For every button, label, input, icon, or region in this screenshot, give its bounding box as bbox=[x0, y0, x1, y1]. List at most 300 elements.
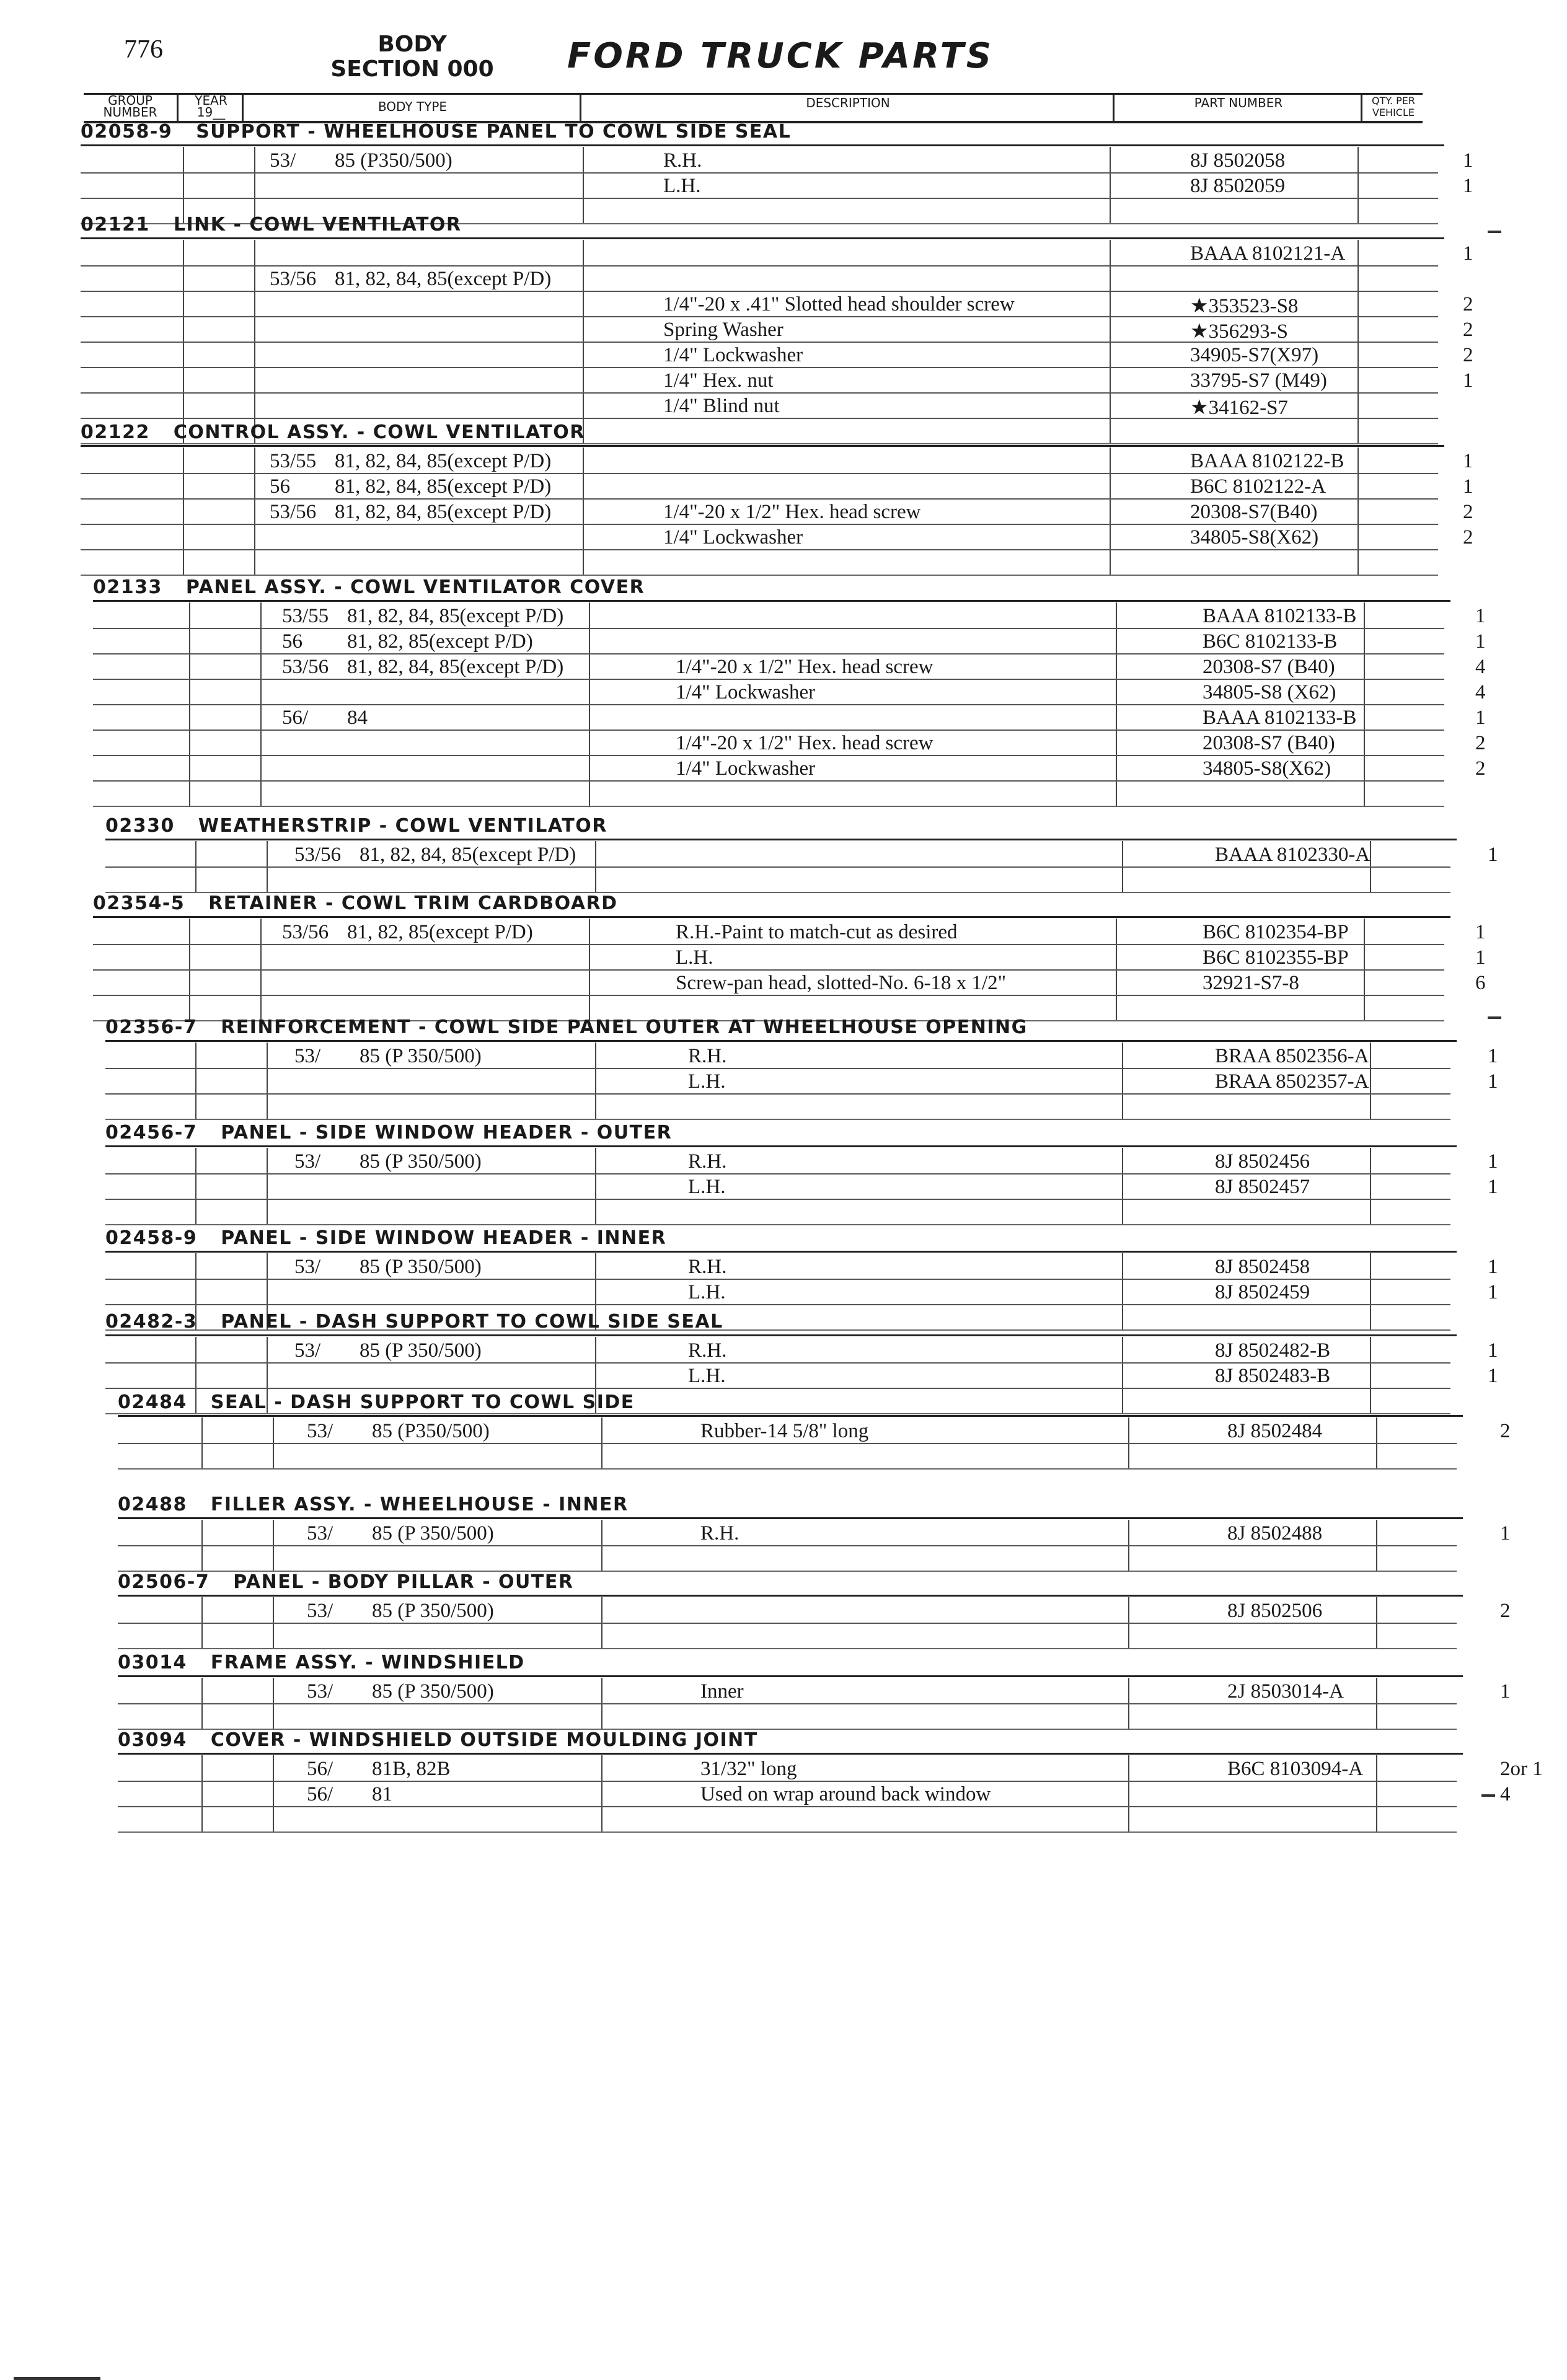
part-number-cell: BAAA 8102133-B bbox=[1203, 605, 1357, 627]
description-cell: L.H. bbox=[688, 1070, 726, 1093]
group-rule bbox=[105, 1145, 1457, 1147]
description-cell: R.H.-Paint to match-cut as desired bbox=[676, 921, 958, 943]
part-number-cell: B6C 8102355-BP bbox=[1203, 946, 1349, 969]
body-type-cell: 81B, 82B bbox=[372, 1758, 451, 1780]
year-cell: 56 bbox=[270, 475, 290, 498]
group-heading bbox=[81, 421, 585, 443]
group-heading bbox=[81, 121, 791, 143]
table-row bbox=[167, 732, 1531, 758]
group-heading bbox=[93, 576, 645, 598]
header-part-number: PART NUMBER bbox=[1113, 95, 1362, 121]
row-rule bbox=[81, 265, 1438, 267]
table-row bbox=[155, 268, 1519, 294]
qty-cell: 1 bbox=[1463, 242, 1473, 265]
column-header-row bbox=[84, 93, 1423, 123]
group-heading bbox=[93, 892, 618, 914]
group-number: 02354-5 bbox=[93, 892, 185, 914]
description-cell: Inner bbox=[700, 1680, 744, 1703]
group-rule bbox=[81, 237, 1444, 239]
group-title: PANEL - SIDE WINDOW HEADER - INNER bbox=[221, 1227, 667, 1249]
blank-row-rule bbox=[105, 1224, 1450, 1225]
body-type-cell: 85 (P 350/500) bbox=[360, 1339, 482, 1362]
row-rule bbox=[105, 1173, 1450, 1175]
table-row bbox=[167, 681, 1531, 707]
qty-cell: 1 bbox=[1500, 1680, 1511, 1703]
qty-cell: 4 bbox=[1500, 1783, 1511, 1805]
description-cell: R.H. bbox=[688, 1150, 727, 1173]
year-cell: 56/ bbox=[307, 1783, 333, 1805]
description-cell: 1/4" Hex. nut bbox=[663, 369, 774, 392]
group-heading bbox=[118, 1729, 758, 1751]
group-heading bbox=[105, 1122, 672, 1144]
table-row bbox=[167, 757, 1531, 783]
page-title: FORD TRUCK PARTS bbox=[567, 36, 994, 76]
body-type-cell: 81, 82, 84, 85(except P/D) bbox=[360, 844, 576, 866]
header-description: DESCRIPTION bbox=[580, 95, 1115, 121]
year-cell: 53/ bbox=[307, 1522, 333, 1545]
qty-cell: 2or 1 bbox=[1500, 1758, 1543, 1780]
year-cell: 56 bbox=[282, 630, 302, 653]
part-number-cell: 8J 8502058 bbox=[1190, 149, 1286, 172]
row-rule bbox=[118, 1781, 1457, 1782]
body-type-cell: 85 (P350/500) bbox=[335, 149, 452, 172]
table-row bbox=[167, 946, 1531, 972]
table-row bbox=[167, 921, 1531, 947]
part-number-cell: 2J 8503014-A bbox=[1227, 1680, 1344, 1703]
blank-row-rule bbox=[118, 1831, 1457, 1833]
group-number: 02058-9 bbox=[81, 121, 173, 143]
group-title: PANEL - DASH SUPPORT TO COWL SIDE SEAL bbox=[221, 1311, 723, 1333]
group-rule bbox=[118, 1517, 1463, 1519]
blank-row-rule bbox=[118, 1648, 1457, 1649]
qty-cell: 1 bbox=[1488, 1176, 1498, 1198]
body-type-cell: 81, 82, 85(except P/D) bbox=[347, 921, 533, 943]
group-heading bbox=[105, 1016, 1028, 1038]
year-cell: 53/ bbox=[307, 1600, 333, 1622]
group-number: 02122 bbox=[81, 421, 150, 443]
description-cell: L.H. bbox=[688, 1176, 726, 1198]
group-title: CONTROL ASSY. - COWL VENTILATOR bbox=[173, 421, 585, 443]
row-rule bbox=[105, 1068, 1450, 1069]
body-type-cell: 85 (P 350/500) bbox=[372, 1680, 494, 1703]
row-rule bbox=[105, 1362, 1450, 1364]
row-rule bbox=[81, 418, 1438, 419]
row-rule bbox=[105, 1093, 1450, 1095]
part-number-cell: 8J 8502482-B bbox=[1215, 1339, 1331, 1362]
group-number: 02488 bbox=[118, 1494, 187, 1515]
header-year: YEAR 19__ bbox=[177, 95, 244, 121]
description-cell: 1/4"-20 x 1/2" Hex. head screw bbox=[676, 656, 934, 678]
row-rule bbox=[105, 866, 1450, 868]
qty-cell: 1 bbox=[1463, 450, 1473, 472]
qty-cell: 2 bbox=[1463, 501, 1473, 523]
row-rule bbox=[93, 704, 1444, 705]
body-type-cell: 81, 82, 84, 85(except P/D) bbox=[335, 268, 552, 290]
description-cell: 1/4" Lockwasher bbox=[676, 757, 816, 780]
body-type-cell: 81, 82, 84, 85(except P/D) bbox=[347, 656, 564, 678]
description-cell: 1/4" Lockwasher bbox=[663, 344, 803, 366]
qty-cell: 4 bbox=[1475, 681, 1486, 703]
group-rule bbox=[105, 1251, 1457, 1253]
part-number-cell: 33795-S7 (M49) bbox=[1190, 369, 1327, 392]
group-title: RETAINER - COWL TRIM CARDBOARD bbox=[208, 892, 618, 914]
table-row bbox=[180, 844, 1543, 870]
table-row bbox=[192, 1522, 1556, 1548]
qty-cell: 1 bbox=[1488, 1045, 1498, 1067]
group-number: 02484 bbox=[118, 1391, 187, 1413]
row-rule bbox=[81, 392, 1438, 394]
group-number: 02506-7 bbox=[118, 1571, 210, 1593]
qty-cell: 2 bbox=[1500, 1420, 1511, 1442]
table-row bbox=[180, 1339, 1543, 1365]
table-row bbox=[155, 395, 1519, 421]
group-number: 02482-3 bbox=[105, 1311, 198, 1333]
table-row bbox=[192, 1680, 1556, 1706]
group-rule bbox=[81, 445, 1444, 447]
table-row bbox=[155, 293, 1519, 319]
year-cell: 53/ bbox=[294, 1150, 321, 1173]
row-rule bbox=[93, 969, 1444, 971]
row-rule bbox=[118, 1703, 1457, 1704]
group-heading bbox=[118, 1571, 573, 1593]
group-rule bbox=[81, 144, 1444, 146]
header-qty: QTY. PER VEHICLE bbox=[1361, 95, 1424, 121]
part-number-cell: ★353523-S8 bbox=[1190, 295, 1299, 317]
table-row bbox=[167, 656, 1531, 682]
qty-cell: 1 bbox=[1488, 844, 1498, 866]
page-number: 776 bbox=[124, 35, 163, 64]
table-row bbox=[155, 526, 1519, 552]
margin-tick bbox=[1488, 1016, 1501, 1019]
section-label-line1: BODY bbox=[377, 32, 447, 57]
part-number-cell: 34805-S8(X62) bbox=[1190, 526, 1319, 549]
description-cell: L.H. bbox=[676, 946, 713, 969]
part-number-cell: BRAA 8502357-A bbox=[1215, 1070, 1369, 1093]
qty-cell: 1 bbox=[1475, 946, 1486, 969]
table-row bbox=[192, 1420, 1556, 1446]
description-cell: 31/32" long bbox=[700, 1758, 797, 1780]
group-title: PANEL - SIDE WINDOW HEADER - OUTER bbox=[221, 1122, 673, 1144]
description-cell: R.H. bbox=[688, 1045, 727, 1067]
description-cell: L.H. bbox=[688, 1365, 726, 1387]
row-rule bbox=[93, 780, 1444, 782]
description-cell: R.H. bbox=[700, 1522, 739, 1545]
table-row bbox=[155, 319, 1519, 345]
table-row bbox=[167, 605, 1531, 631]
part-number-cell: 8J 8502059 bbox=[1190, 175, 1286, 197]
qty-cell: 1 bbox=[1463, 475, 1473, 498]
row-rule bbox=[118, 1443, 1457, 1444]
year-cell: 56/ bbox=[307, 1758, 333, 1780]
row-rule bbox=[81, 198, 1438, 199]
row-rule bbox=[105, 1388, 1450, 1389]
body-type-cell: 81, 82, 85(except P/D) bbox=[347, 630, 533, 653]
row-rule bbox=[105, 1304, 1450, 1305]
group-rule bbox=[118, 1753, 1463, 1755]
table-row bbox=[180, 1176, 1543, 1202]
qty-cell: 1 bbox=[1488, 1365, 1498, 1387]
year-cell: 53/ bbox=[307, 1680, 333, 1703]
row-rule bbox=[118, 1806, 1457, 1807]
description-cell: 1/4" Lockwasher bbox=[676, 681, 816, 703]
blank-row-rule bbox=[105, 1413, 1450, 1414]
row-rule bbox=[81, 473, 1438, 474]
table-row bbox=[192, 1758, 1556, 1784]
table-row bbox=[155, 344, 1519, 370]
row-rule bbox=[81, 524, 1438, 525]
body-type-cell: 85 (P 350/500) bbox=[360, 1256, 482, 1278]
part-number-cell: 8J 8502456 bbox=[1215, 1150, 1310, 1173]
year-cell: 53/55 bbox=[270, 450, 317, 472]
qty-cell: 1 bbox=[1475, 707, 1486, 729]
qty-cell: 1 bbox=[1463, 149, 1473, 172]
group-title: FRAME ASSY. - WINDSHIELD bbox=[210, 1652, 525, 1673]
group-heading bbox=[118, 1391, 635, 1413]
row-rule bbox=[93, 995, 1444, 996]
group-number: 02356-7 bbox=[105, 1016, 198, 1038]
group-title: SEAL - DASH SUPPORT TO COWL SIDE bbox=[210, 1391, 635, 1413]
year-cell: 56/ bbox=[282, 707, 309, 729]
qty-cell: 2 bbox=[1463, 526, 1473, 549]
group-heading bbox=[118, 1652, 525, 1673]
group-number: 02133 bbox=[93, 576, 162, 598]
part-number-cell: 8J 8502506 bbox=[1227, 1600, 1323, 1622]
qty-cell: 2 bbox=[1463, 319, 1473, 341]
group-rule bbox=[118, 1415, 1463, 1417]
description-cell: R.H. bbox=[688, 1339, 727, 1362]
group-title: SUPPORT - WHEELHOUSE PANEL TO COWL SIDE SEAL bbox=[196, 121, 792, 143]
table-row bbox=[167, 972, 1531, 998]
group-rule bbox=[118, 1675, 1463, 1677]
year-cell: 53/ bbox=[307, 1420, 333, 1442]
group-number: 02330 bbox=[105, 815, 175, 837]
description-cell: Rubber-14 5/8" long bbox=[700, 1420, 869, 1442]
part-number-cell: 8J 8502488 bbox=[1227, 1522, 1323, 1545]
year-cell: 53/ bbox=[270, 149, 296, 172]
margin-stroke bbox=[14, 2377, 100, 2380]
row-rule bbox=[81, 316, 1438, 317]
part-number-cell: 8J 8502458 bbox=[1215, 1256, 1310, 1278]
body-type-cell: 81, 82, 84, 85(except P/D) bbox=[335, 450, 552, 472]
description-cell: Screw-pan head, slotted-No. 6-18 x 1/2" bbox=[676, 972, 1007, 994]
group-rule bbox=[93, 600, 1450, 602]
group-number: 02458-9 bbox=[105, 1227, 198, 1249]
table-row bbox=[167, 630, 1531, 656]
body-type-cell: 84 bbox=[347, 707, 368, 729]
qty-cell: 1 bbox=[1475, 921, 1486, 943]
qty-cell: 1 bbox=[1500, 1522, 1511, 1545]
description-cell: Used on wrap around back window bbox=[700, 1783, 991, 1805]
qty-cell: 1 bbox=[1475, 605, 1486, 627]
part-number-cell: 8J 8502483-B bbox=[1215, 1365, 1331, 1387]
qty-cell: 1 bbox=[1488, 1070, 1498, 1093]
group-number: 03014 bbox=[118, 1652, 187, 1673]
part-number-cell: 34805-S8(X62) bbox=[1203, 757, 1331, 780]
row-rule bbox=[93, 729, 1444, 731]
group-heading bbox=[105, 815, 607, 837]
group-title: FILLER ASSY. - WHEELHOUSE - INNER bbox=[210, 1494, 629, 1515]
table-row bbox=[155, 475, 1519, 501]
part-number-cell: BAAA 8102133-B bbox=[1203, 707, 1357, 729]
body-type-cell: 85 (P350/500) bbox=[372, 1420, 490, 1442]
table-row bbox=[155, 501, 1519, 527]
table-row bbox=[180, 1365, 1543, 1391]
group-rule bbox=[105, 1040, 1457, 1042]
part-number-cell: ★356293-S bbox=[1190, 320, 1288, 343]
body-type-cell: 81, 82, 84, 85(except P/D) bbox=[347, 605, 564, 627]
part-number-cell: B6C 8102133-B bbox=[1203, 630, 1338, 653]
group-heading bbox=[105, 1227, 666, 1249]
description-cell: L.H. bbox=[688, 1281, 726, 1303]
part-number-cell: 34805-S8 (X62) bbox=[1203, 681, 1336, 703]
body-type-cell: 85 (P 350/500) bbox=[372, 1600, 494, 1622]
row-rule bbox=[81, 172, 1438, 174]
body-type-cell: 81, 82, 84, 85(except P/D) bbox=[335, 501, 552, 523]
description-cell: Spring Washer bbox=[663, 319, 784, 341]
part-number-cell: 32921-S7-8 bbox=[1203, 972, 1299, 994]
part-number-cell: 20308-S7 (B40) bbox=[1203, 656, 1335, 678]
year-cell: 53/56 bbox=[294, 844, 342, 866]
row-rule bbox=[81, 498, 1438, 500]
part-number-cell: ★34162-S7 bbox=[1190, 397, 1288, 419]
description-cell: 1/4" Blind nut bbox=[663, 395, 780, 417]
description-cell: 1/4"-20 x 1/2" Hex. head screw bbox=[663, 501, 921, 523]
part-number-cell: BRAA 8502356-A bbox=[1215, 1045, 1369, 1067]
qty-cell: 1 bbox=[1488, 1339, 1498, 1362]
group-number: 03094 bbox=[118, 1729, 187, 1751]
qty-cell: 2 bbox=[1475, 732, 1486, 754]
row-rule bbox=[81, 549, 1438, 550]
year-cell: 53/56 bbox=[282, 921, 329, 943]
table-row bbox=[155, 242, 1519, 268]
row-rule bbox=[93, 679, 1444, 680]
table-row bbox=[167, 707, 1531, 733]
group-number: 02121 bbox=[81, 214, 150, 236]
body-type-cell: 85 (P 350/500) bbox=[360, 1150, 482, 1173]
part-number-cell: B6C 8102122-A bbox=[1190, 475, 1326, 498]
qty-cell: 2 bbox=[1463, 344, 1473, 366]
qty-cell: 1 bbox=[1463, 175, 1473, 197]
row-rule bbox=[93, 755, 1444, 756]
group-rule bbox=[93, 916, 1450, 918]
group-heading bbox=[118, 1494, 629, 1515]
part-number-cell: 20308-S7 (B40) bbox=[1203, 732, 1335, 754]
description-cell: L.H. bbox=[663, 175, 701, 197]
part-number-cell: B6C 8102354-BP bbox=[1203, 921, 1349, 943]
year-cell: 53/56 bbox=[282, 656, 329, 678]
blank-row-rule bbox=[118, 1468, 1457, 1470]
qty-cell: 1 bbox=[1463, 369, 1473, 392]
qty-cell: 1 bbox=[1488, 1150, 1498, 1173]
table-row bbox=[180, 1281, 1543, 1307]
table-row bbox=[192, 1783, 1556, 1809]
year-cell: 53/ bbox=[294, 1339, 321, 1362]
part-number-cell: 8J 8502457 bbox=[1215, 1176, 1310, 1198]
row-rule bbox=[105, 1279, 1450, 1280]
table-row bbox=[180, 1150, 1543, 1176]
description-cell: R.H. bbox=[688, 1256, 727, 1278]
row-rule bbox=[81, 342, 1438, 343]
group-rule bbox=[118, 1595, 1463, 1597]
group-title: COVER - WINDSHIELD OUTSIDE MOULDING JOINT bbox=[210, 1729, 758, 1751]
group-rule bbox=[105, 839, 1457, 840]
blank-row-rule bbox=[93, 806, 1444, 807]
table-row bbox=[155, 149, 1519, 175]
table-row bbox=[192, 1600, 1556, 1626]
description-cell: 1/4"-20 x .41" Slotted head shoulder screw bbox=[663, 293, 1015, 315]
part-number-cell: 8J 8502459 bbox=[1215, 1281, 1310, 1303]
row-rule bbox=[81, 367, 1438, 368]
part-number-cell: B6C 8103094-A bbox=[1227, 1758, 1364, 1780]
qty-cell: 6 bbox=[1475, 972, 1486, 994]
margin-tick bbox=[1488, 231, 1501, 233]
row-rule bbox=[118, 1623, 1457, 1624]
blank-row-rule bbox=[81, 443, 1438, 444]
group-rule bbox=[105, 1334, 1457, 1336]
group-title: WEATHERSTRIP - COWL VENTILATOR bbox=[198, 815, 607, 837]
row-rule bbox=[93, 944, 1444, 945]
qty-cell: 2 bbox=[1463, 293, 1473, 315]
part-number-cell: 34905-S7(X97) bbox=[1190, 344, 1319, 366]
blank-row-rule bbox=[81, 575, 1438, 576]
body-type-cell: 85 (P 350/500) bbox=[372, 1522, 494, 1545]
year-cell: 53/55 bbox=[282, 605, 329, 627]
body-type-cell: 81, 82, 84, 85(except P/D) bbox=[335, 475, 552, 498]
body-type-cell: 85 (P 350/500) bbox=[360, 1045, 482, 1067]
qty-cell: 4 bbox=[1475, 656, 1486, 678]
qty-cell: 1 bbox=[1488, 1256, 1498, 1278]
description-cell: 1/4"-20 x 1/2" Hex. head screw bbox=[676, 732, 934, 754]
year-cell: 53/56 bbox=[270, 501, 317, 523]
body-type-cell: 81 bbox=[372, 1783, 392, 1805]
table-row bbox=[180, 1070, 1543, 1096]
group-heading bbox=[105, 1311, 723, 1333]
year-cell: 53/56 bbox=[270, 268, 317, 290]
group-heading bbox=[81, 214, 462, 236]
description-cell: R.H. bbox=[663, 149, 702, 172]
table-row bbox=[155, 450, 1519, 476]
group-title: LINK - COWL VENTILATOR bbox=[173, 214, 462, 236]
table-row bbox=[155, 369, 1519, 395]
part-number-cell: 8J 8502484 bbox=[1227, 1420, 1323, 1442]
part-number-cell: 20308-S7(B40) bbox=[1190, 501, 1318, 523]
row-rule bbox=[105, 1199, 1450, 1200]
section-label bbox=[319, 32, 505, 82]
group-number: 02456-7 bbox=[105, 1122, 198, 1144]
row-rule bbox=[93, 653, 1444, 654]
qty-cell: 1 bbox=[1488, 1281, 1498, 1303]
margin-tick bbox=[1481, 1794, 1495, 1797]
row-rule bbox=[81, 291, 1438, 292]
group-title: PANEL - BODY PILLAR - OUTER bbox=[233, 1571, 574, 1593]
part-number-cell: BAAA 8102121-A bbox=[1190, 242, 1346, 265]
row-rule bbox=[93, 628, 1444, 629]
part-number-cell: BAAA 8102122-B bbox=[1190, 450, 1344, 472]
blank-row-rule bbox=[105, 1119, 1450, 1120]
section-label-line2: SECTION 000 bbox=[330, 56, 494, 82]
group-title: PANEL ASSY. - COWL VENTILATOR COVER bbox=[185, 576, 645, 598]
table-row bbox=[180, 1045, 1543, 1071]
description-cell: 1/4" Lockwasher bbox=[663, 526, 803, 549]
qty-cell: 2 bbox=[1500, 1600, 1511, 1622]
table-row bbox=[180, 1256, 1543, 1282]
header-body-type: BODY TYPE bbox=[242, 95, 581, 121]
row-rule bbox=[118, 1545, 1457, 1546]
part-number-cell: BAAA 8102330-A bbox=[1215, 844, 1371, 866]
table-row bbox=[155, 175, 1519, 201]
header-group-number: GROUP NUMBER bbox=[103, 93, 157, 120]
qty-cell: 2 bbox=[1475, 757, 1486, 780]
